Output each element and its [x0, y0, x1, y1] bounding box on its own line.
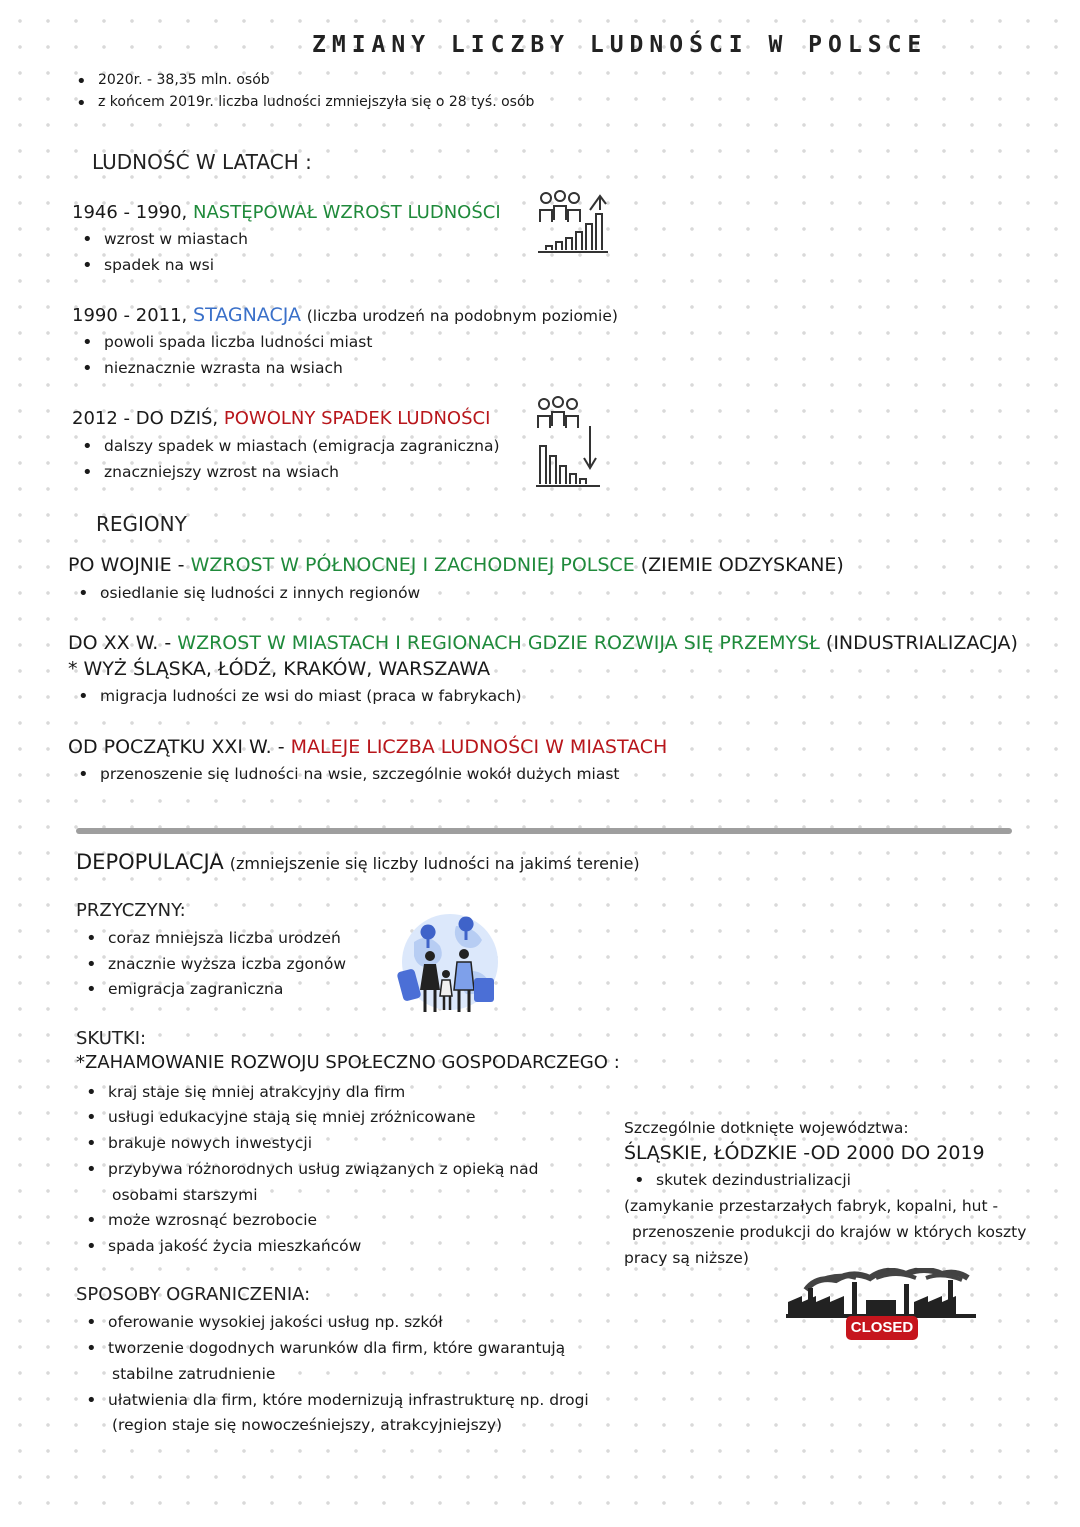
depopulation-title: DEPOPULACJA [76, 850, 224, 874]
period-3-bullet-1: • dalszy spadek w miastach (emigracja zagraniczna) [104, 437, 500, 455]
limit-3-continued: (region staje się nowocześniejszy, atrakcyjniejszy) [112, 1416, 503, 1434]
limit-1: • oferowanie wysokiej jakości usług np. szkół [108, 1313, 443, 1331]
period-2-years: 1990 - 2011, [72, 305, 188, 326]
period-3-bullet-2: • znaczniejszy wzrost na wsiach [104, 463, 339, 481]
period-2-label: STAGNACJA [193, 304, 302, 326]
page-title: ZMIANY LICZBY LUDNOŚCI W POLSCE [312, 32, 928, 58]
period-3-label: POWOLNY SPADEK LUDNOŚCI [223, 408, 491, 429]
cause-2: • znacznie wyższa iczba zgonów [108, 955, 346, 973]
period-1-heading [72, 202, 501, 223]
regions-heading: REGIONY [96, 512, 187, 536]
period-2-note: (liczba urodzeń na podobnym poziomie) [306, 307, 618, 325]
effect-4-continued: osobami starszymi [112, 1186, 258, 1204]
sidebar-line-1: Szczególnie dotknięte województwa: [624, 1119, 909, 1137]
effect-6: • spada jakość życia mieszkańców [108, 1237, 361, 1255]
region-3-bullet: • przenoszenie się ludności na wsie, szczególnie wokół dużych miast [100, 765, 620, 783]
closed-factory-illustration [786, 1268, 976, 1320]
region-2-extra: * WYŻ ŚLĄSKA, ŁÓDŹ, KRAKÓW, WARSZAWA [68, 658, 491, 680]
years-heading: LUDNOŚĆ W LATACH : [92, 150, 312, 174]
closed-badge: CLOSED [846, 1316, 918, 1340]
causes-heading: PRZYCZYNY: [76, 900, 186, 921]
period-3-years: 2012 - DO DZIŚ, [72, 408, 219, 429]
effect-4: • przybywa różnorodnych usług związanych z opieką nad [108, 1160, 538, 1178]
period-2-bullet-2: • nieznacznie wzrasta na wsiach [104, 359, 343, 377]
region-3-label: MALEJE LICZBA LUDNOŚCI W MIASTACH [290, 736, 668, 758]
sidebar-paren-1: (zamykanie przestarzałych fabryk, kopalni, hut - [624, 1197, 999, 1215]
region-1-lead: PO WOJNIE - [68, 554, 185, 576]
section-divider [76, 828, 1012, 834]
period-1-bullet-1: • wzrost w miastach [104, 230, 248, 248]
period-1-years: 1946 - 1990, [72, 202, 188, 223]
region-1-label: WZROST W PÓŁNOCNEJ I ZACHODNIEJ POLSCE [190, 554, 635, 576]
period-2-bullet-1: • powoli spada liczba ludności miast [104, 333, 372, 351]
limit-2: • tworzenie dogodnych warunków dla firm, które gwarantują [108, 1339, 565, 1357]
fact-population-2020: • 2020r. - 38,35 mln. osób [98, 72, 270, 88]
period-2-heading [72, 304, 618, 326]
effect-2: • usługi edukacyjne stają się mniej zróżnicowane [108, 1108, 476, 1126]
sidebar-paren-2: przenoszenie produkcji do krajów w których koszty [632, 1223, 1027, 1241]
cause-3: • emigracja zagraniczna [108, 980, 283, 998]
effects-subheading: *ZAHAMOWANIE ROZWOJU SPOŁECZNO GOSPODARCZEGO : [76, 1052, 620, 1073]
depopulation-definition: (zmniejszenie się liczby ludności na jakimś terenie) [229, 854, 640, 873]
limits-heading: SPOSOBY OGRANICZENIA: [76, 1284, 311, 1305]
region-1-bullet: • osiedlanie się ludności z innych regionów [100, 584, 420, 602]
region-1-tail: (ZIEMIE ODZYSKANE) [640, 554, 844, 576]
period-1-bullet-2: • spadek na wsi [104, 256, 214, 274]
effect-5: • może wzrosnąć bezrobocie [108, 1211, 317, 1229]
region-3-lead: OD POCZĄTKU XXI W. - [68, 736, 285, 758]
region-1-heading [68, 554, 844, 576]
sidebar-line-2: ŚLĄSKIE, ŁÓDZKIE -OD 2000 DO 2019 [624, 1142, 985, 1164]
sidebar-paren-3: pracy są niższe) [624, 1249, 749, 1267]
depopulation-heading [76, 850, 640, 874]
region-2-tail: (INDUSTRIALIZACJA) [825, 632, 1018, 654]
population-decline-icon [532, 396, 606, 492]
period-3-heading [72, 408, 490, 429]
limit-2-continued: stabilne zatrudnienie [112, 1365, 276, 1383]
population-growth-icon [534, 190, 610, 258]
sidebar-bullet: • skutek dezindustrializacji [656, 1171, 851, 1189]
region-2-label: WZROST W MIASTACH I REGIONACH GDZIE ROZWIJA SIĘ PRZEMYSŁ [177, 632, 820, 654]
period-1-label: NASTĘPOWAŁ WZROST LUDNOŚCI [193, 202, 501, 223]
region-2-bullet: • migracja ludności ze wsi do miast (praca w fabrykach) [100, 687, 522, 705]
fact-decline-2019: • z końcem 2019r. liczba ludności zmniejszyła się o 28 tyś. osób [98, 94, 534, 110]
cause-1: • coraz mniejsza liczba urodzeń [108, 929, 341, 947]
limit-3: • ułatwienia dla firm, które modernizują infrastrukturę np. drogi [108, 1391, 589, 1409]
region-2-heading [68, 632, 1018, 654]
emigration-family-illustration [394, 912, 504, 1020]
effect-1: • kraj staje się mniej atrakcyjny dla firm [108, 1083, 405, 1101]
region-2-lead: DO XX W. - [68, 632, 172, 654]
effect-3: • brakuje nowych inwestycji [108, 1134, 312, 1152]
effects-heading: SKUTKI: [76, 1028, 147, 1049]
region-3-heading [68, 736, 667, 758]
